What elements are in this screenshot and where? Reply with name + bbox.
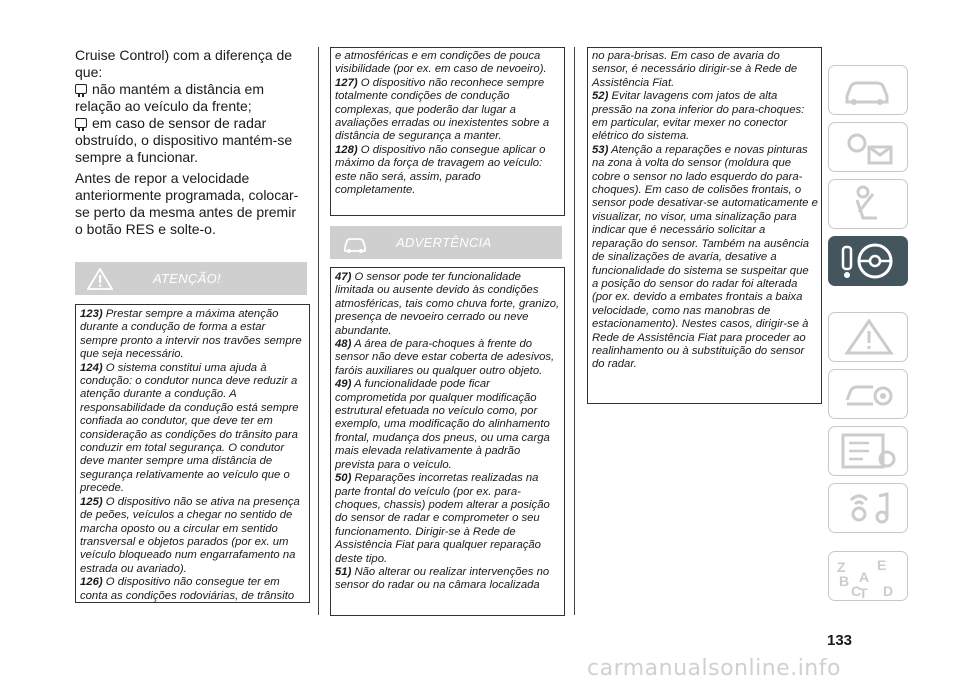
advertencia-box xyxy=(330,267,565,616)
car-bullet-icon xyxy=(75,84,87,94)
note-item xyxy=(80,496,306,576)
atencao-box xyxy=(75,304,310,603)
note-number: 49) xyxy=(335,378,352,391)
note-number: 124) xyxy=(80,361,103,374)
note-text: Reparações incorretas realizadas na parte frontal do veículo (por ex. para-choques, chassis) podem alterar a posição do sensor de radar e comprometer o seu funcionamento. Dirigir-se à Rede de Assistência Fiat para qualquer reparação deste tipo. xyxy=(335,472,550,565)
column-divider xyxy=(574,47,575,615)
note-number: 127) xyxy=(335,76,358,89)
tab-emergency[interactable] xyxy=(828,312,908,362)
tab-starting-driving[interactable] xyxy=(828,236,908,286)
multimedia-icon xyxy=(829,484,907,532)
note-text: O dispositivo não se ativa na presença de peões, veículos a chegar no sentido de marcha oposto ou a circular em sentido transversal e objetos parados (por ex. um veículo bloqueado num engarrafamento na estrada ou avariado). xyxy=(80,495,300,575)
car-bullet-icon xyxy=(75,118,87,128)
note-item xyxy=(335,378,561,472)
note-item xyxy=(335,566,561,593)
bullet-item: em caso de sensor de radar obstruído, o dispositivo mantém-se sempre a funcionar. xyxy=(75,115,293,165)
svg-text:T: T xyxy=(859,585,868,600)
column-1 xyxy=(75,47,307,238)
note-item xyxy=(592,90,818,144)
svg-text:A: A xyxy=(859,569,870,585)
note-number: 125) xyxy=(80,495,103,508)
advertencia-header xyxy=(330,226,562,259)
note-number: 48) xyxy=(335,338,352,351)
note-item xyxy=(592,144,818,372)
tab-seat-safety[interactable] xyxy=(828,179,908,229)
note-item xyxy=(80,308,306,362)
svg-text:B: B xyxy=(839,573,850,589)
index-icon xyxy=(829,552,907,600)
note-number: 123) xyxy=(80,308,103,320)
note-item xyxy=(335,77,561,144)
note-number: 53) xyxy=(592,143,609,156)
note-text: Prestar sempre a máxima atenção durante a condução de forma a estar sempre pronto a intervir nos travões sempre que seja necessário. xyxy=(80,308,302,361)
svg-text:E: E xyxy=(877,557,887,573)
warning-lights-icon xyxy=(829,123,907,171)
paragraph: Antes de repor a velocidade anteriormente programada, colocar-se perto da mesma antes de premir o botão RES e solte-o. xyxy=(75,170,299,237)
svg-text:D: D xyxy=(883,583,894,599)
steering-wheel-key-icon xyxy=(829,237,907,285)
emergency-triangle-icon xyxy=(829,313,907,361)
note-item xyxy=(335,144,561,198)
note-item xyxy=(335,338,561,378)
note-number: 51) xyxy=(335,565,352,578)
note-text: O dispositivo não consegue ter em conta as condições rodoviárias, de trânsito xyxy=(80,576,295,602)
atencao-header xyxy=(75,262,307,295)
note-number: 50) xyxy=(335,472,352,485)
svg-text:Z: Z xyxy=(837,559,846,575)
note-item xyxy=(335,472,561,566)
warning-hand-icon xyxy=(87,268,113,290)
note-number: 52) xyxy=(592,90,609,103)
maintenance-icon xyxy=(829,370,907,418)
page-number: 133 xyxy=(827,632,853,649)
tab-multimedia[interactable] xyxy=(828,483,908,533)
box-lead-text: no para-brisas. Em caso de avaria do sensor, é necessário dirigir-se à Rede de Assistência Fiat. xyxy=(592,50,798,89)
note-item xyxy=(80,576,306,603)
note-text: Evitar lavagens com jatos de alta pressão na zona inferior do para-choques: em particular, evitar mexer no conector elétrico do sistema. xyxy=(592,90,805,143)
footer-watermark[interactable]: carmanualsonline.info xyxy=(587,656,841,681)
seat-safety-icon xyxy=(829,180,907,228)
column-divider xyxy=(318,47,319,615)
intro-text: Cruise Control) com a diferença de que: xyxy=(75,47,293,80)
note-text: O sensor pode ter funcionalidade limitada ou ausente devido às condições atmosféricas, tais como chuva forte, granizo, presença de nevoeiro cerrado ou neve abundante. xyxy=(335,271,560,337)
advertencia-title: ADVERTÊNCIA xyxy=(396,235,492,250)
warning-box-continued xyxy=(330,47,565,216)
note-number: 47) xyxy=(335,271,352,283)
note-number: 128) xyxy=(335,143,358,156)
tab-maintenance[interactable] xyxy=(828,369,908,419)
car-caution-icon xyxy=(342,232,368,254)
tab-warning-lights[interactable] xyxy=(828,122,908,172)
note-item xyxy=(335,271,561,338)
note-text: A área de para-choques à frente do sensor não deve estar coberta de adesivos, faróis auxiliares ou qualquer outro objeto. xyxy=(335,338,555,377)
box-lead-text: e atmosféricas e em condições de pouca visibilidade (por ex. em caso de nevoeiro). xyxy=(335,50,547,76)
svg-text:C: C xyxy=(851,583,862,599)
technical-data-icon xyxy=(829,427,907,475)
note-text: O sistema constitui uma ajuda à condução: o condutor nunca deve reduzir a atenção durante a condução. A responsabilidade da condução está sempre confiada ao condutor, que deve ter em consideração as condições do trânsito para conduzir em total segurança. O condutor deve manter sempre uma distância de segurança relativamente ao veículo que o precede. xyxy=(80,361,299,495)
note-text: O dispositivo não consegue aplicar o máximo da força de travagem ao veículo: este não será, assim, parado completamente. xyxy=(335,143,546,197)
advertencia-box-continued xyxy=(587,47,822,404)
car-icon xyxy=(829,66,907,114)
note-number: 126) xyxy=(80,576,103,589)
tab-car[interactable] xyxy=(828,65,908,115)
tab-technical-data[interactable] xyxy=(828,426,908,476)
note-item xyxy=(80,362,306,496)
tab-index[interactable] xyxy=(828,551,908,601)
atencao-title: ATENÇÃO! xyxy=(153,271,221,286)
note-text: Não alterar ou realizar intervenções no sensor do radar ou na câmara localizada xyxy=(335,565,550,592)
bullet-item: não mantém a distância em relação ao veículo da frente; xyxy=(75,81,264,114)
note-text: Atenção a reparações e novas pinturas na zona à volta do sensor (moldura que cobre o sensor no lado esquerdo do para-choques). Em caso de colisões frontais, o sensor pode desativar-se automaticamente e visualizar, no visor, uma sinalização para indicar que é necessário solicitar a reparação do sensor. Também na ausência de sinalizações de avaria, desative a funcionalidade do sistema se suspeitar que a posição do sensor do radar foi alterada (por ex. devido a embates frontais a baixa velocidade, como nas manobras de estacionamento). Nestes casos, dirigir-se à Rede de Assistência Fiat para proceder ao realinhamento ou à substituição do sensor do radar. xyxy=(592,143,818,371)
note-text: O dispositivo não reconhece sempre totalmente condições de condução complexas, que poderão dar lugar a avaliações erradas ou inexistentes sobre a distância de segurança a manter. xyxy=(335,76,550,143)
note-text: A funcionalidade pode ficar comprometida por qualquer modificação estrutural efetuada no veículo como, por exemplo, uma modificação do alinhamento frontal, mudança dos pneus, ou uma carga mais elevada relativamente à padrão prevista para o veículo. xyxy=(335,378,550,471)
